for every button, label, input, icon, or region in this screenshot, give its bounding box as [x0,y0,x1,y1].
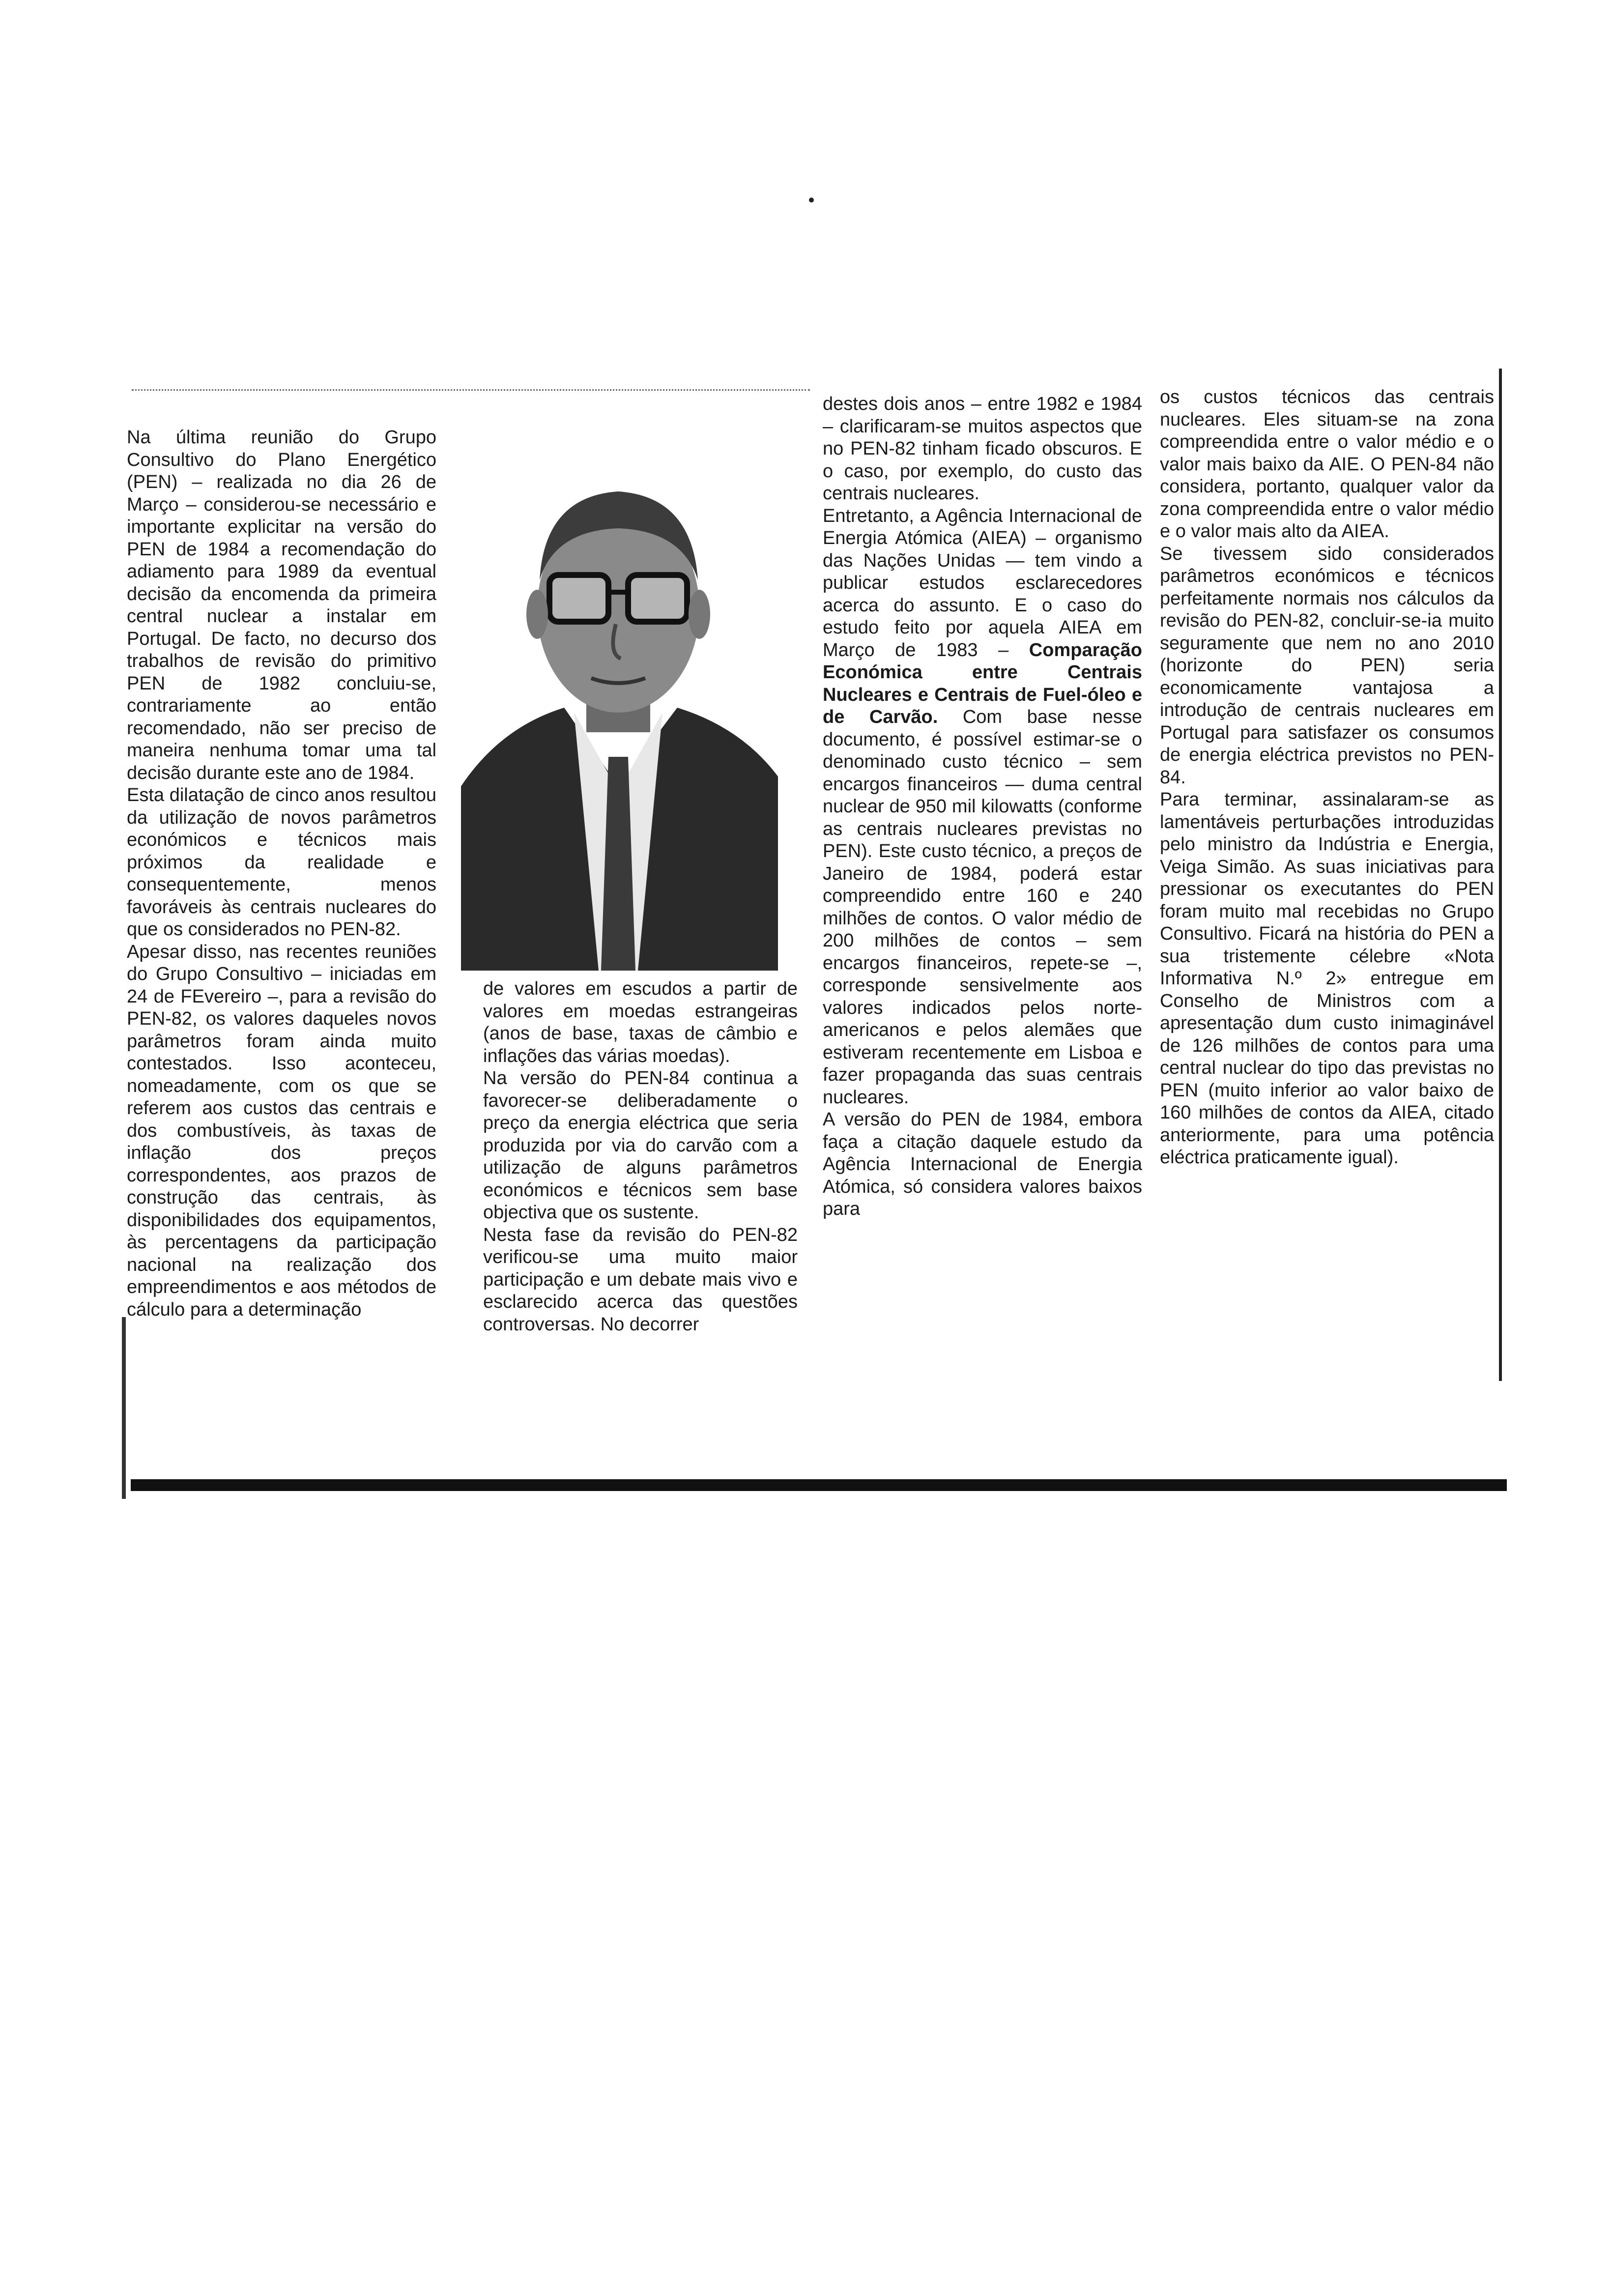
col2-paragraph-2: Na versão do PEN-84 continua a favorecer-se deliberadamente o preço da energia eléctrica que seria produzida por via do carvão com a utilização de alguns parâmetros económicos e técnicos sem base objectiva que os sustente. [483,1068,798,1223]
study-title: Comparação Económica entre Centrais Nucleares e Centrais de Fuel-óleo e de Carvão. [823,639,1142,727]
article-column-2 [483,978,798,1336]
col4-paragraph-3: Para terminar, assinalaram-se as lamentáveis perturbações introduzidas pelo ministro da Indústria e Energia, Veiga Simão. As suas iniciativas para pressionar os executantes do PEN foram muito mal recebidas no Grupo Consultivo. Ficará na história do PEN a sua tristemente célebre «Nota Informativa N.º 2» entregue em Conselho de Ministros com a apresentação dum custo inimaginável de 126 milhões de contos para uma central nuclear do tipo das previstas no PEN (muito inferior ao valor baixo de 160 milhões de contos da AIEA, citado anteriormente, para uma potência eléctrica praticamente igual). [1160,789,1494,1168]
article-column-3 [823,393,1142,1221]
newspaper-clipping [117,354,1508,1504]
col2-paragraph-3: Nesta fase da revisão do PEN-82 verificou-se uma muito maior participação e um debate mais vivo e esclarecido acerca das questões controversas. No decorrer [483,1224,798,1335]
col1-paragraph-1: Na última reunião do Grupo Consultivo do Plano Energético (PEN) – realizada no dia 26 de Março – considerou-se necessário e importante explicitar na versão do PEN de 1984 a recomendação do adiamento para 1989 da eventual decisão da encomenda da primeira central nuclear a instalar em Portugal. De facto, no decurso dos trabalhos de revisão do primitivo PEN de 1982 concluiu-se, contrariamente ao então recomendado, não ser preciso de maneira nenhuma tomar uma tal decisão durante este ano de 1984. [127,427,436,783]
right-column-rule [1499,369,1502,1381]
col3-paragraph-3: A versão do PEN de 1984, embora faça a citação daquele estudo da Agência Internacional de Energia Atómica, só considera valores baixos para [823,1109,1142,1219]
scan-speck [809,198,814,202]
left-margin-rule [122,1317,126,1499]
col2-paragraph-1: de valores em escudos a partir de valores em moedas estrangeiras (anos de base, taxas de câmbio e inflações das várias moedas). [483,978,798,1066]
col3-paragraph-1: destes dois anos – entre 1982 e 1984 – clarificaram-se muitos aspectos que no PEN-82 tinham ficado obscuros. E o caso, por exemplo, do custo das centrais nucleares. [823,394,1142,504]
top-dotted-rule [132,389,810,392]
col1-paragraph-2: Esta dilatação de cinco anos resultou da utilização de novos parâmetros económicos e técnicos mais próximos da realidade e consequentemente, menos favoráveis às centrais nucleares do que os considerados no PEN-82. [127,785,436,940]
portrait-photo [461,413,778,971]
bottom-heavy-rule [131,1479,1507,1491]
col4-paragraph-2: Se tivessem sido considerados parâmetros económicos e técnicos perfeitamente normais nos cálculos da revisão do PEN-82, concluir-se-ia muito seguramente que nem no ano 2010 (horizonte do PEN) seria economicamente vantajosa a introdução de centrais nucleares em Portugal para satisfazer os consumos de energia eléctrica previstos no PEN-84. [1160,543,1494,788]
col3-p2-text-b: Com base nesse documento, é possível estimar-se o denominado custo técnico – sem encargos financeiros — duma central nuclear de 950 mil kilowatts (conforme as centrais nucleares previstas no PEN). Este custo técnico, a preços de Janeiro de 1984, poderá estar compreendido entre 160 e 240 milhões de contos. O valor médio de 200 milhões de contos – sem encargos financeiros, repete-se –, corresponde sensivelmente aos valores indicados pelos norte-americanos e pelos alemães que estiveram recentemente em Lisboa e fazer propaganda das suas centrais nucleares. [823,707,1142,1108]
col3-paragraph-2 [823,505,1142,1109]
article-column-1 [127,427,436,1321]
col1-paragraph-3: Apesar disso, nas recentes reuniões do Grupo Consultivo – iniciadas em 24 de FEvereiro –, para a revisão do PEN-82, os valores daqueles novos parâmetros foram ainda muito contestados. Isso aconteceu, nomeadamente, com os que se referem aos custos das centrais e dos combustíveis, às taxas de inflação dos preços correspondentes, aos prazos de construção das centrais, às disponibilidades dos equipamentos, às percentagens da participação nacional na realização dos empreendimentos e aos métodos de cálculo para a determinação [127,941,436,1320]
col4-paragraph-1: os custos técnicos das centrais nucleares. Eles situam-se na zona compreendida entre o valor médio e o valor mais baixo da AIE. O PEN-84 não considera, portanto, qualquer valor da zona compreendida entre o valor médio e o valor mais alto da AIEA. [1160,387,1494,542]
col3-p2-text-a: Entretanto, a Agência Internacional de Energia Atómica (AIEA) – organismo das Nações Unidas — tem vindo a publicar estudos esclarecedores acerca do assunto. E o caso do estudo feito por aquela AIEA em Março de 1983 – [823,505,1142,660]
article-column-4 [1160,386,1494,1169]
